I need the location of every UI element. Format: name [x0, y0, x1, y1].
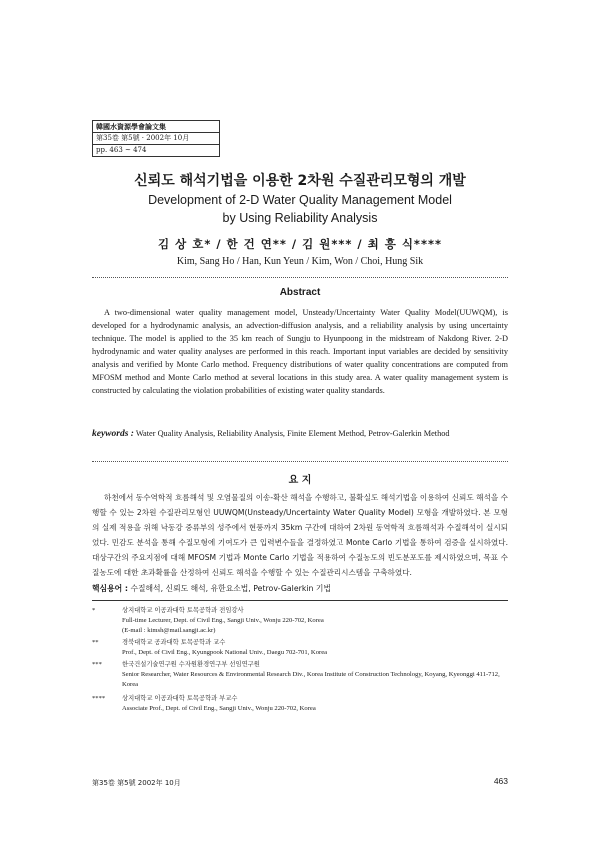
- abstract-text: A two-dimensional water quality management model, Unsteady/Uncertainty Water Quality Model(UUWQM), is developed for a hydrodynamic analysis, an advection-diffusion analysis, and a reliability analysis by using uncertainty technique. The model is applied to the 35 km reach of Sungju to Hyunpoong in the midstream of Nakdong River. 2-D hydrodynamic and water quality analyses are performed in this reach. Important input variables are decided by sensitivity analysis and verified by Monte Carlo method. Frequency distributions of water quality concentrations are computed from MFOSM method and Monte Carlo method at several locations in this study area. A water quality management system is constructed by calculating the violation probabilities of existing water quality standards.: [92, 308, 508, 395]
- title-english-line1: Development of 2-D Water Quality Management Model: [148, 193, 452, 207]
- keywords-korean: [92, 583, 508, 594]
- authors-english: Kim, Sang Ho / Han, Kun Yeun / Kim, Won / Choi, Hung Sik: [176, 256, 424, 267]
- journal-name: 韓國水資源學會論文集: [93, 121, 219, 133]
- divider-top: [92, 277, 508, 278]
- journal-issue: 第35卷 第5號 · 2002年 10月: [93, 133, 219, 145]
- footnote-affiliation-en: Senior Researcher, Water Resources & Environmental Research Div., Korea Institute of Construction Technology, Koyang, Kyeonggi 411-712, Korea: [122, 671, 500, 688]
- summary-heading: 요 지: [288, 475, 312, 486]
- footnote-2: [92, 638, 508, 658]
- footer-issue: 第35卷 第5號 2002年 10月: [92, 779, 181, 787]
- footnote-affiliation-ko: 상지대학교 이공과대학 토목공학과 전임강사: [122, 607, 244, 614]
- footnote-mark: ****: [92, 695, 106, 702]
- authors-korean: 김 상 호* / 한 건 연** / 김 원*** / 최 흥 식****: [158, 237, 442, 251]
- keywords-korean-list: 수질해석, 신뢰도 해석, 유한요소법, Petrov-Galerkin 기법: [130, 584, 331, 593]
- footnote-mark: *: [92, 607, 96, 614]
- footnote-affiliation-en: Prof., Dept. of Civil Eng., Kyungpook National Univ., Daegu 702-701, Korea: [122, 649, 328, 656]
- footnote-mark: **: [92, 639, 99, 646]
- journal-pages: pp. 463 ~ 474: [96, 146, 147, 154]
- footnote-3: [92, 660, 508, 690]
- footnote-4: [92, 694, 508, 714]
- footnote-email: (E-mail : kimsh@mail.sangji.ac.kr): [122, 627, 216, 634]
- title-english-line2: by Using Reliability Analysis: [222, 211, 378, 225]
- keywords-korean-label: 핵심용어 :: [92, 584, 128, 593]
- footnote-rule: [92, 600, 508, 601]
- page-number: 463: [493, 776, 508, 786]
- title-korean: 신뢰도 해석기법을 이용한 2차원 수질관리모형의 개발: [134, 173, 466, 189]
- footnote-affiliation-ko: 한국건설기술연구원 수자원환경연구부 선임연구원: [122, 661, 260, 668]
- keywords-english: [92, 427, 508, 441]
- keywords-list: Water Quality Analysis, Reliability Analysis, Finite Element Method, Petrov-Galerkin Method: [135, 429, 450, 438]
- journal-info-box: [92, 120, 220, 157]
- footnote-affiliation-ko: 경북대학교 공과대학 토목공학과 교수: [122, 639, 226, 646]
- footnote-affiliation-en: Full-time Lecturer, Dept. of Civil Eng., Sangji Univ., Wonju 220-702, Korea: [122, 617, 324, 624]
- footnote-1: [92, 606, 508, 636]
- footnote-affiliation-ko: 상지대학교 이공과대학 토목공학과 부교수: [122, 695, 238, 702]
- footnote-mark: ***: [92, 661, 102, 668]
- keywords-label: keywords :: [92, 429, 134, 439]
- summary-text: 하천에서 동수역학적 흐름해석 및 오염물질의 이송-확산 해석을 수행하고, 불확실도 해석기법을 이용하여 신뢰도 해석을 수행할 수 있는 2차원 수질관리모형인 UUWQM(Unsteady/Uncertainty Water Quality Model) 모형을 개발하였다. 본 모형의 실제 적용을 위해 낙동강 중류부의 성주에서 현풍까지 35km 구간에 대하여 2차원 동역학적 흐름해석과 수질해석이 실시되었다. 민감도 분석을 통해 수질모형에 기여도가 큰 입력변수들을 결정하였고 Monte Carlo 기법을 통하여 검증을 실시하였다. 대상구간의 주요지점에 대해 MFOSM 기법과 Monte Carlo 기법을 적용하여 수질농도의 빈도분포도를 제시하였으며, 목표 수질농도에 대한 초과확률을 산정하여 신뢰도 해석을 수행할 수 있는 수질관리시스템을 구축하였다.: [92, 493, 508, 577]
- footnote-affiliation-en: Associate Prof., Dept. of Civil Eng., Sangji Univ., Wonju 220-702, Korea: [122, 705, 316, 712]
- divider-middle: [92, 461, 508, 462]
- abstract-heading: Abstract: [279, 287, 321, 298]
